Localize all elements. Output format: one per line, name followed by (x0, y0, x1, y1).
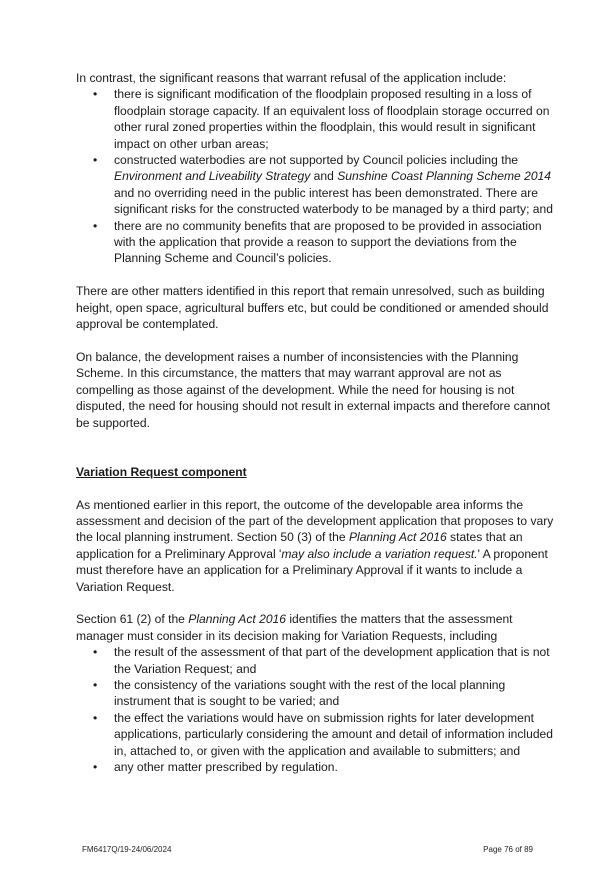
bullet-icon: • (93, 710, 98, 725)
list-item: • the result of the assessment of that part of the development application that is not the Variation Request; and (93, 645, 550, 676)
bullet-icon: • (93, 153, 98, 168)
list-item: • constructed waterbodies are not supported by Council policies including the Environment and Liveability Strategy and Sunshine Coast Planning Scheme 2014 and no overriding need in the public interest has been demonstrated. There are significant risks for the constructed waterbody to be managed by a third party; and (93, 153, 553, 217)
footer-page-number: Page 76 of 89 (483, 845, 533, 854)
section61-paragraph: Section 61 (2) of the Planning Act 2016 identifies the matters that the assessment manager must consider in its decision making for Variation Requests, including (76, 612, 513, 643)
page-content (76, 70, 560, 775)
balance-paragraph: On balance, the development raises a number of inconsistencies with the Planning Scheme. In this circumstance, the matters that may warrant approval are not as compelling as those against of the development. While the need for housing is not disputed, the need for housing should not result in external impacts and therefore cannot be supported. (76, 349, 550, 430)
list-item: • the effect the variations would have on submission rights for later development applications, particularly considering the amount and detail of information included in, attached to, or given with the application and available to submitters; and (93, 710, 553, 758)
list-item: • the consistency of the variations sought with the rest of the local planning instrument that is sought to be varied; and (93, 677, 506, 709)
bullet-icon: • (93, 87, 98, 102)
footer-doc-ref: FM6417Q/19-24/06/2024 (82, 845, 172, 854)
section-heading: Variation Request component (76, 464, 247, 479)
list-item: • there are no community benefits that are proposed to be provided in association with the application that provide a reason to support the deviations from the Planning Scheme and Council’s policies. (93, 218, 542, 266)
bullet-icon: • (93, 759, 98, 774)
refusal-intro: In contrast, the significant reasons that warrant refusal of the application include: (76, 71, 507, 85)
act-title: Planning Act 2016 (348, 530, 447, 545)
refusal-reasons-list (76, 86, 560, 266)
quoted-text: may also include a variation request. (281, 546, 478, 561)
list-item: • any other matter prescribed by regulation. (93, 759, 338, 774)
other-matters-paragraph: There are other matters identified in this report that remain unresolved, such as building height, open space, agricultural buffers etc, but could be conditioned or amended should approval be contemplated. (76, 284, 549, 332)
planning-scheme-title: Sunshine Coast Planning Scheme 2014 (337, 169, 552, 184)
matters-list (76, 644, 560, 775)
bullet-icon: • (93, 677, 98, 692)
strategy-title: Environment and Liveability Strategy (114, 169, 311, 184)
bullet-icon: • (93, 645, 98, 660)
list-item: • there is significant modification of the floodplain proposed resulting in a loss of floodplain storage capacity. If an equivalent loss of floodplain storage occurred on other rural zoned properties within the floodplain, this would result in significant impact on other urban areas; (93, 87, 550, 151)
bullet-icon: • (93, 218, 98, 233)
act-title: Planning Act 2016 (188, 612, 286, 627)
variation-paragraph: As mentioned earlier in this report, the outcome of the developable area informs the assessment and decision of the part of the development application that proposes to vary the local planning instrument. Section 50 (3) of the Planning Act 2016 states that an application for a Preliminary Approval 'may also include a variation request.' A proponent must therefore have an application for a Preliminary Approval if it wants to include a Variation Request. (76, 497, 554, 594)
